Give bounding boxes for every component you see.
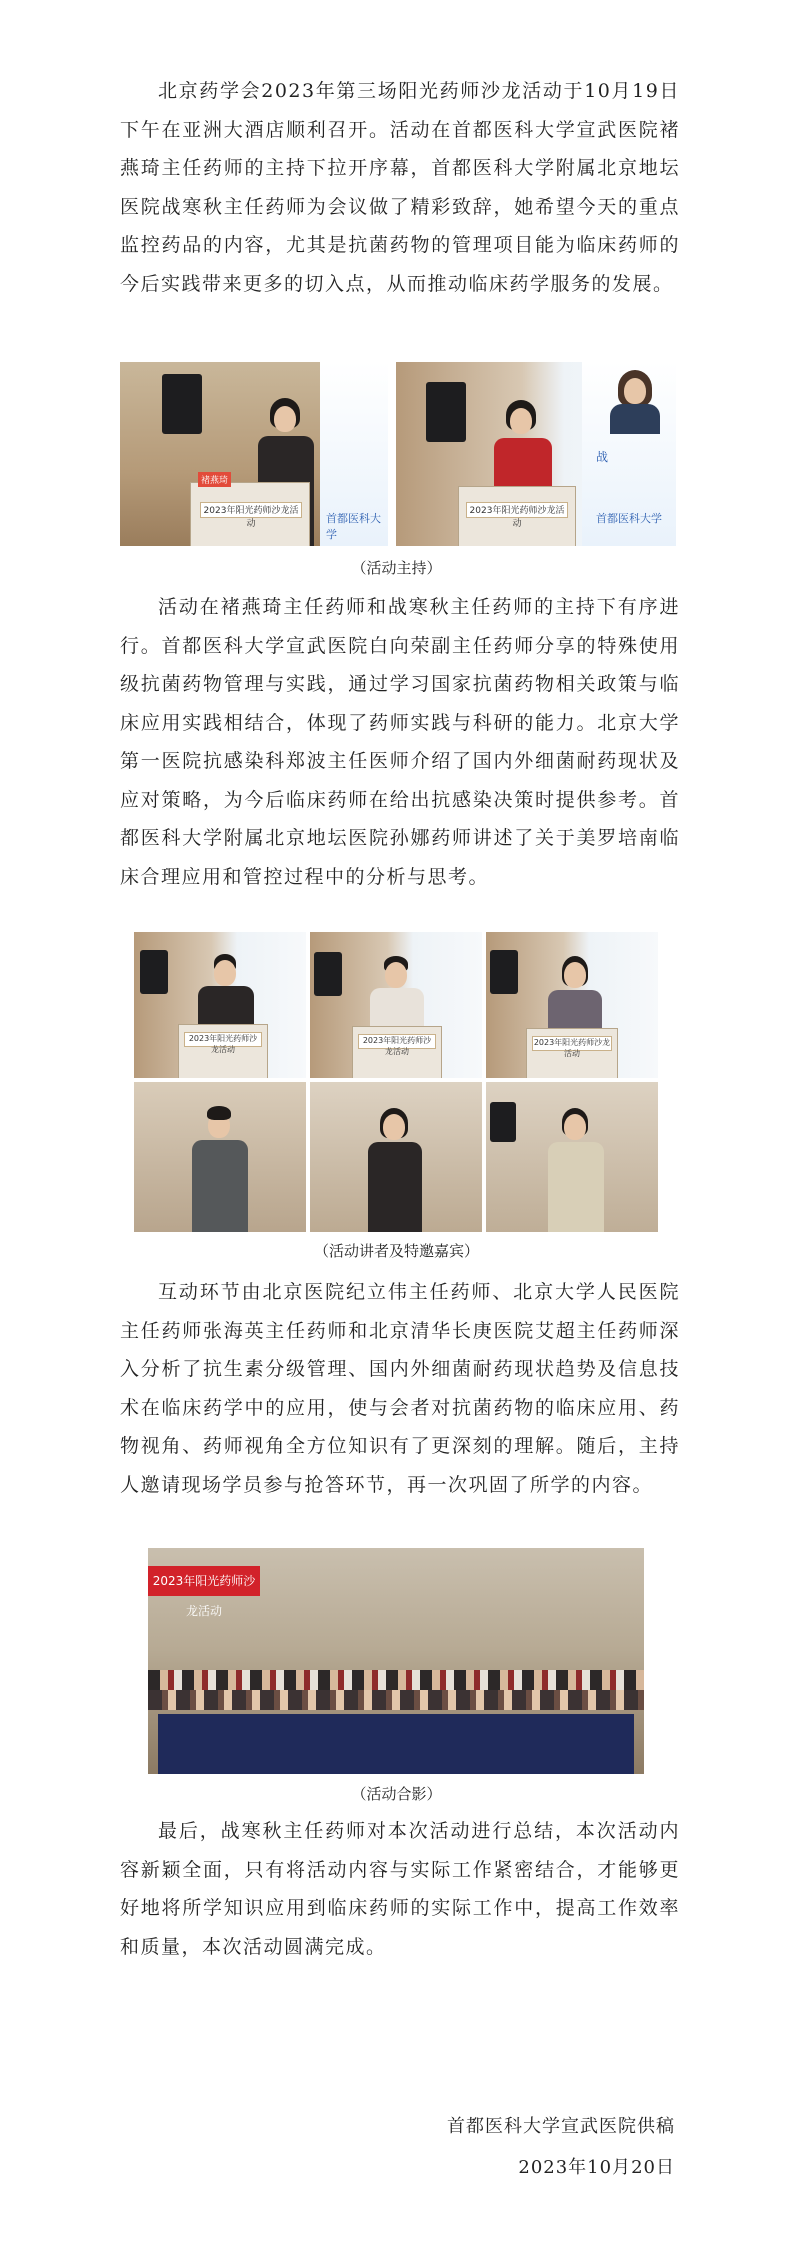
paragraph-summary: 最后，战寒秋主任药师对本次活动进行总结，本次活动内容新颖全面，只有将活动内容与实际工作紧密结合，才能够更好地将所学知识应用到临床药师的实际工作中，提高工作效率和质量，本次活动圆满完成。	[120, 1820, 680, 1958]
person-face	[564, 962, 586, 988]
person-body	[548, 1142, 604, 1232]
podium-banner: 2023年阳光药师沙龙活动	[358, 1034, 436, 1049]
photo-speaker-2	[310, 932, 482, 1078]
person-face	[564, 1114, 586, 1140]
photo-host-2	[396, 362, 676, 546]
caption-hosts: （活动主持）	[351, 559, 442, 577]
screen-caption: 首都医科大学	[326, 512, 381, 541]
portrait-face	[624, 378, 646, 404]
photo-guest-3	[486, 1082, 658, 1232]
speaker-icon	[426, 382, 466, 442]
audience-row	[148, 1688, 644, 1710]
person-face	[510, 408, 532, 434]
audience-row	[148, 1670, 644, 1690]
photo-group	[148, 1548, 644, 1774]
speaker-icon	[490, 1102, 516, 1142]
person-face	[385, 962, 407, 988]
caption-speakers: （活动讲者及特邀嘉宾）	[313, 1242, 479, 1260]
photo-speaker-3	[486, 932, 658, 1078]
person-hair	[207, 1106, 231, 1120]
person-body	[192, 1140, 248, 1232]
speaker-icon	[162, 374, 202, 434]
speaker-icon	[314, 952, 342, 996]
podium-banner: 2023年阳光药师沙龙活动	[184, 1032, 262, 1047]
paragraph-interaction: 互动环节由北京医院纪立伟主任药师、北京大学人民医院主任药师张海英主任药师和北京清华长庚医院艾超主任药师深入分析了抗生素分级管理、国内外细菌耐药现状趋势及信息技术在临床药学中的应用，使与会者对抗菌药物的临床应用、药物视角、药师视角全方位知识有了更深刻的理解。随后，主持人邀请现场学员参与抢答环节，再一次巩固了所学的内容。	[120, 1281, 680, 1496]
footer-source: 首都医科大学宣武医院供稿	[447, 2116, 675, 2137]
podium-banner: 2023年阳光药师沙龙活动	[533, 1038, 611, 1058]
photo-guest-2	[310, 1082, 482, 1232]
person-body	[368, 1142, 422, 1232]
photo-grid-speakers	[134, 932, 658, 1232]
speaker-icon	[140, 950, 168, 994]
footer-date: 2023年10月20日	[518, 2157, 675, 2178]
screen-caption: 首都医科大学	[596, 512, 662, 525]
podium-banner: 2023年阳光药师沙龙活动	[200, 502, 302, 518]
screen-name: 战	[596, 450, 609, 464]
photo-guest-1	[134, 1082, 306, 1232]
front-table	[158, 1714, 634, 1774]
name-tag: 褚燕琦	[198, 472, 231, 487]
person-face	[383, 1114, 405, 1140]
group-banner: 2023年阳光药师沙龙活动	[148, 1566, 260, 1596]
photo-host-1	[120, 362, 388, 546]
person-face	[214, 960, 236, 986]
podium-banner: 2023年阳光药师沙龙活动	[466, 502, 568, 518]
paragraph-intro: 北京药学会2023年第三场阳光药师沙龙活动于10月19日下午在亚洲大酒店顺利召开。活动在首都医科大学宣武医院褚燕琦主任药师的主持下拉开序幕，首都医科大学附属北京地坛医院战寒秋主任药师为会议做了精彩致辞，她希望今天的重点监控药品的内容，尤其是抗菌药物的管理项目能为临床药师的今后实践带来更多的切入点，从而推动临床药学服务的发展。	[120, 80, 680, 295]
speaker-icon	[490, 950, 518, 994]
portrait-body	[610, 404, 660, 434]
caption-group: （活动合影）	[351, 1785, 442, 1803]
person-face	[274, 406, 296, 432]
paragraph-speakers: 活动在褚燕琦主任药师和战寒秋主任药师的主持下有序进行。首都医科大学宣武医院白向荣副主任药师分享的特殊使用级抗菌药物管理与实践，通过学习国家抗菌药物相关政策与临床应用实践相结合，体现了药师实践与科研的能力。北京大学第一医院抗感染科郑波主任医师介绍了国内外细菌耐药现状及应对策略，为今后临床药师在给出抗感染决策时提供参考。首都医科大学附属北京地坛医院孙娜药师讲述了关于美罗培南临床合理应用和管控过程中的分析与思考。	[120, 596, 680, 888]
photo-speaker-1	[134, 932, 306, 1078]
